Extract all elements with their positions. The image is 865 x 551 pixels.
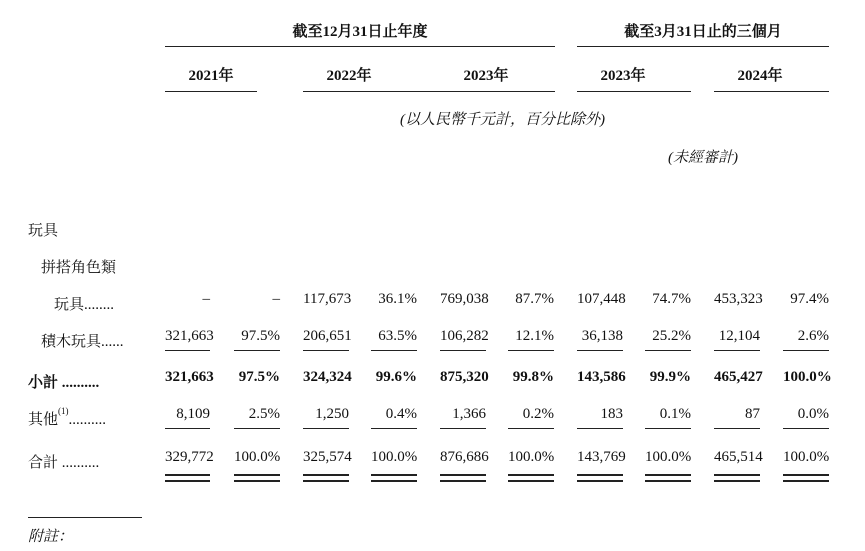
year-header-2024-q1: 2024年 [737, 68, 783, 84]
year-header-2022: 2022年 [326, 68, 372, 84]
cell: 100.0% [234, 449, 281, 465]
cell: 87 [714, 406, 760, 429]
row-label-others-text: 其他 [28, 412, 59, 428]
row-label-building-blocks: 積木玩具...... [41, 334, 124, 350]
cell: 143,586 [577, 369, 626, 385]
total-double-rule [714, 474, 760, 482]
year-header-2021: 2021年 [188, 68, 234, 84]
cell: 329,772 [165, 449, 214, 465]
cell: 97.4% [790, 291, 829, 307]
cell: 876,686 [440, 449, 489, 465]
cell: 25.2% [645, 328, 691, 351]
section-label-toys: 玩具 [28, 223, 59, 239]
year-header-rule [303, 91, 555, 92]
cell: 99.8% [512, 369, 554, 385]
row-label-toys: 玩具........ [54, 297, 115, 313]
cell: 97.5% [234, 328, 280, 351]
header-group-three-months: 截至3月31日止的三個月 [624, 24, 782, 40]
cell: – [202, 291, 210, 307]
cell: 100.0% [371, 449, 418, 465]
row-label-subtotal: 小計 .......... [28, 375, 100, 391]
cell: 100.0% [783, 369, 832, 385]
cell: 321,663 [165, 369, 214, 385]
cell: 99.6% [375, 369, 417, 385]
year-header-rule [714, 91, 829, 92]
cell: 107,448 [577, 291, 626, 307]
year-header-2023-q1: 2023年 [600, 68, 646, 84]
cell: 143,769 [577, 449, 626, 465]
total-double-rule [645, 474, 691, 482]
cell: 100.0% [783, 449, 830, 465]
cell: 2.6% [783, 328, 829, 351]
cell: 206,651 [303, 328, 349, 351]
cell: – [272, 291, 280, 307]
unit-note: (以人民幣千元計，百分比除外) [400, 112, 605, 128]
total-double-rule [371, 474, 417, 482]
footnote-ref: (1) [58, 406, 69, 416]
cell: 74.7% [652, 291, 691, 307]
cell: 12,104 [714, 328, 760, 351]
cell: 117,673 [303, 291, 352, 307]
total-double-rule [783, 474, 829, 482]
year-header-rule [577, 91, 691, 92]
footnote-separator [28, 517, 142, 518]
cell: 2.5% [234, 406, 280, 429]
cell: 100.0% [645, 449, 692, 465]
cell: 453,323 [714, 291, 763, 307]
row-label-total: 合計 .......... [28, 455, 100, 471]
year-header-rule [165, 91, 257, 92]
row-label-others-dots: .......... [68, 412, 107, 428]
cell: 87.7% [515, 291, 554, 307]
cell: 106,282 [440, 328, 486, 351]
cell: 324,324 [303, 369, 352, 385]
cell: 12.1% [508, 328, 554, 351]
cell: 1,250 [303, 406, 349, 429]
cell: 0.1% [645, 406, 691, 429]
cell: 36.1% [378, 291, 417, 307]
cell: 0.2% [508, 406, 554, 429]
total-double-rule [303, 474, 349, 482]
year-header-2023: 2023年 [463, 68, 509, 84]
footnote-heading: 附註： [28, 529, 74, 545]
cell: 183 [577, 406, 623, 429]
header-group-year-ended-rule [165, 46, 555, 47]
cell: 465,427 [714, 369, 763, 385]
total-double-rule [165, 474, 210, 482]
section-label-assembly-character: 拼搭角色類 [41, 260, 117, 276]
cell: 99.9% [649, 369, 691, 385]
cell: 1,366 [440, 406, 486, 429]
total-double-rule [577, 474, 623, 482]
total-double-rule [508, 474, 554, 482]
unaudited-note: (未經審計) [668, 150, 738, 166]
header-group-three-months-rule [577, 46, 829, 47]
cell: 8,109 [165, 406, 210, 429]
cell: 0.4% [371, 406, 417, 429]
cell: 97.5% [238, 369, 280, 385]
cell: 325,574 [303, 449, 352, 465]
cell: 321,663 [165, 328, 210, 351]
cell: 465,514 [714, 449, 763, 465]
cell: 63.5% [371, 328, 417, 351]
header-group-year-ended: 截至12月31日止年度 [292, 24, 428, 40]
cell: 100.0% [508, 449, 555, 465]
cell: 0.0% [783, 406, 829, 429]
cell: 36,138 [577, 328, 623, 351]
cell: 769,038 [440, 291, 489, 307]
cell: 875,320 [440, 369, 489, 385]
row-label-others [28, 408, 106, 429]
total-double-rule [440, 474, 486, 482]
total-double-rule [234, 474, 280, 482]
